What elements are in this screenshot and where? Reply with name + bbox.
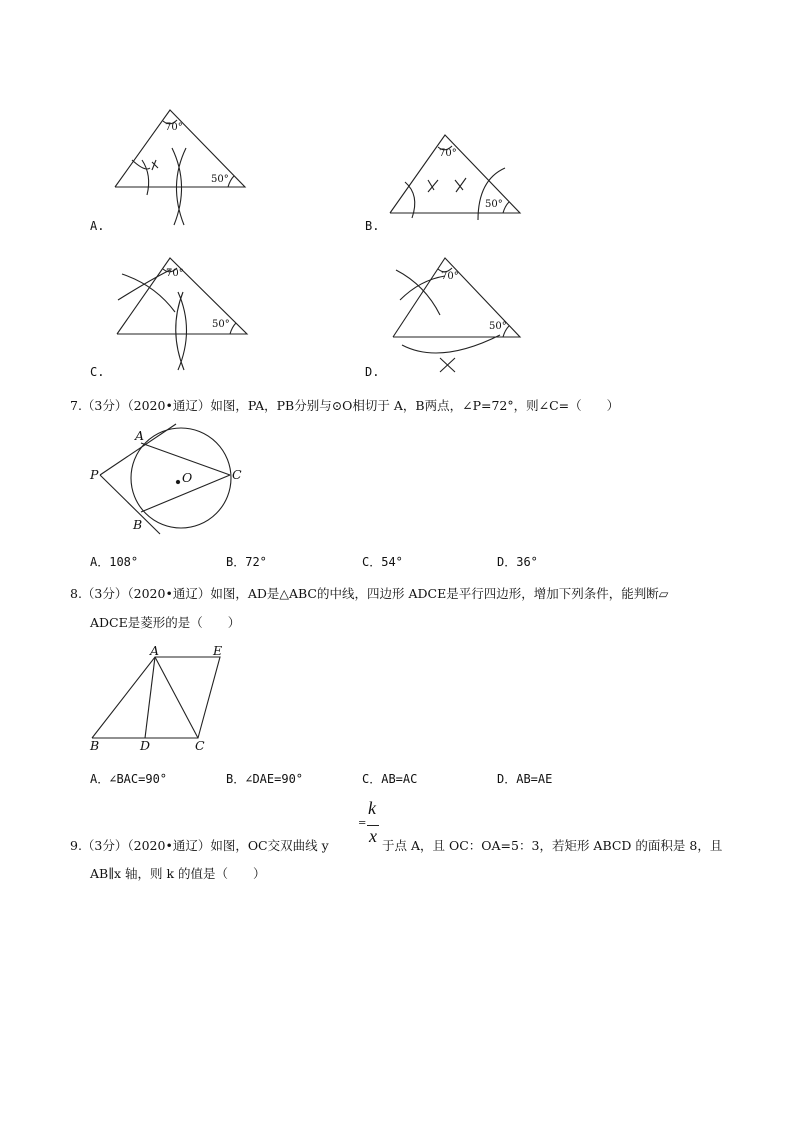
option-b-label: B. [365, 219, 380, 233]
equals-sign: = [358, 818, 367, 829]
q8-option-a: A．∠BAC=90° [90, 772, 168, 786]
q8-stem-line2: ADCE是菱形的是（ ） [90, 615, 241, 630]
q8-option-b: B．∠DAE=90° [226, 772, 304, 786]
angle-label: 70° [165, 122, 183, 133]
fraction-numerator: k [368, 798, 376, 818]
point-label-c: C [232, 467, 242, 482]
angle-label: 50° [485, 199, 503, 210]
point-label-e: E [213, 643, 223, 658]
point-label-b: B [90, 738, 100, 753]
q9-stem-after: 于点 A，且 OC：OA=5：3，若矩形 ABCD 的面积是 8，且 [382, 838, 723, 853]
point-label-c: C [195, 738, 205, 753]
q7-stem: 7.（3分）（2020•通辽）如图，PA，PB分别与⊙O相切于 A，B两点，∠P=72°，则∠C=（ ） [70, 398, 620, 413]
point-label-d: D [140, 738, 151, 753]
angle-label: 70° [441, 271, 459, 282]
q7-option-d: D．36° [497, 555, 538, 569]
q8-option-d: D．AB=AE [497, 772, 553, 786]
q7-option-b: B．72° [226, 555, 267, 569]
angle-label: 50° [489, 321, 507, 332]
q7-option-a: A．108° [90, 555, 139, 569]
angle-label: 70° [439, 148, 457, 159]
point-label-a: A [135, 428, 145, 443]
q9-stem-line2: AB∥x 轴，则 k 的值是（ ） [90, 866, 266, 881]
q8-option-c: C．AB=AC [362, 772, 418, 786]
q8-figure [92, 657, 220, 738]
point-label-a: A [150, 643, 160, 658]
point-label-o: O [182, 470, 193, 485]
option-a-label: A. [90, 219, 105, 233]
q7-figure [100, 424, 231, 534]
angle-label: 50° [212, 319, 230, 330]
fraction-denominator: x [369, 826, 377, 846]
option-c-label: C. [90, 365, 105, 379]
q9-stem-before: 9.（3分）（2020•通辽）如图，OC交双曲线 y [70, 838, 329, 853]
angle-label: 50° [211, 174, 229, 185]
q8-stem-line1: 8.（3分）（2020•通辽）如图，AD是△ABC的中线，四边形 ADCE是平行四边形，增加下列条件，能判断▱ [70, 586, 669, 601]
angle-label: 70° [166, 268, 184, 279]
option-d-label: D. [365, 365, 380, 379]
point-label-p: P [90, 467, 99, 482]
q7-option-c: C．54° [362, 555, 403, 569]
point-label-b: B [133, 517, 143, 532]
